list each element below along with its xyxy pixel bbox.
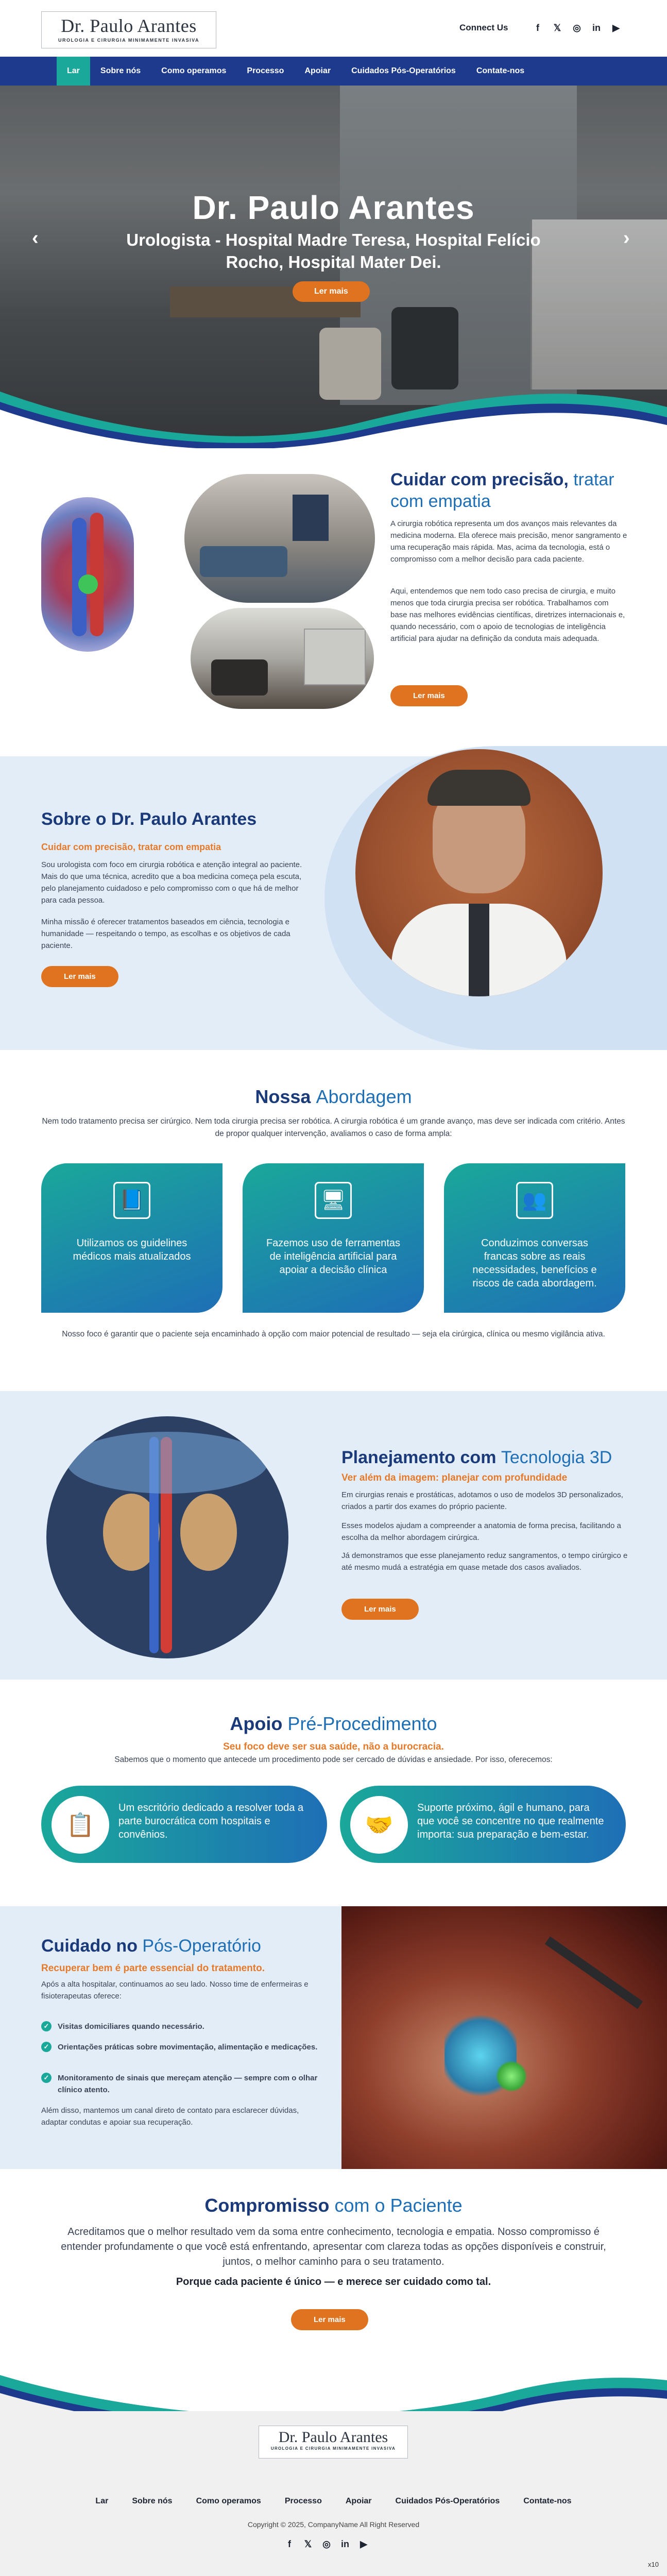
kidney-3d-image	[41, 497, 134, 652]
planning-paragraph-1: Em cirurgias renais e prostáticas, adotamos o uso de modelos 3D personalizados, criados a partir dos exames do próprio paciente.	[341, 1490, 623, 1511]
footer-nav-post-op-care[interactable]: Cuidados Pós-Operatórios	[395, 2497, 500, 2505]
site-logo[interactable]	[41, 11, 216, 48]
approach-note: Nosso foco é garantir que o paciente seja encaminhado à opção com maior potencial de resultado — seja ela cirúrgica, clínica ou mesmo vigilância ativa.	[62, 1330, 605, 1338]
pre-pill-support	[340, 1786, 626, 1863]
check-icon: ✓	[41, 2021, 52, 2031]
footer-nav-support[interactable]: Apoiar	[345, 2497, 372, 2505]
precision-paragraph-1: A cirurgia robótica representa um dos avanços mais relevantes da medicina moderna. Ela oferece mais precisão, menor sangramento e uma recuperação mais rápida. Mas, acima da tecnologia, está o compromisso com a melhor decisão para cada paciente.	[390, 519, 627, 564]
post-check-item: ✓ Visitas domiciliares quando necessário.	[41, 2021, 319, 2032]
precision-read-more-button[interactable]: Ler mais	[390, 685, 468, 706]
facebook-icon[interactable]: f	[536, 22, 539, 33]
pre-pill-bureaucracy	[41, 1786, 327, 1863]
about-read-more-button[interactable]: Ler mais	[41, 966, 118, 987]
post-op-section	[0, 1906, 667, 2169]
hero-title: Dr. Paulo Arantes	[192, 189, 475, 226]
nav-item-about[interactable]: Sobre nós	[100, 66, 141, 75]
footer-logo-name: Dr. Paulo Arantes	[278, 2429, 388, 2446]
planning-subtitle: Ver além da imagem: planejar com profundidade	[341, 1472, 568, 1483]
post-subtitle: Recuperar bem é parte essencial do tratamento.	[41, 1963, 265, 1974]
x-twitter-icon[interactable]: 𝕏	[304, 2538, 312, 2549]
logo-name: Dr. Paulo Arantes	[61, 15, 197, 36]
pre-paragraph: Sabemos que o momento que antecede um procedimento pode ser cercado de dúvidas e ansiedade. Por isso, oferecemos:	[114, 1755, 553, 1764]
check-icon: ✓	[41, 2042, 52, 2052]
precision-title: Cuidar com precisão, tratar com empatia	[390, 470, 614, 511]
social-links	[531, 21, 623, 35]
youtube-icon[interactable]: ▶	[612, 22, 620, 33]
approach-card-ai	[243, 1163, 424, 1313]
footer-social-links	[282, 2537, 371, 2551]
pre-pill-text: Suporte próximo, ágil e humano, para que você se concentre no que realmente importa: sua preparação e bem-estar.	[417, 1802, 604, 1840]
footer-nav-about[interactable]: Sobre nós	[132, 2497, 173, 2505]
computer-ai-icon: 🖥	[315, 1182, 352, 1219]
precision-section	[0, 443, 667, 732]
logo-tagline: UROLOGIA E CIRURGIA MINIMAMENTE INVASIVA	[58, 38, 199, 43]
planning-paragraph-3: Já demonstramos que esse planejamento reduz sangramentos, o tempo cirúrgico e até mesmo mudá a estratégia em quase metade dos casos avaliados.	[341, 1551, 628, 1572]
footer-nav-contact[interactable]: Contate-nos	[523, 2497, 572, 2505]
linkedin-icon[interactable]: in	[341, 2538, 349, 2549]
office-image-2	[191, 608, 374, 709]
facebook-icon[interactable]: f	[288, 2538, 291, 2549]
nav-item-contact[interactable]: Contate-nos	[476, 66, 525, 75]
post-paragraph-1: Após a alta hospitalar, continuamos ao seu lado. Nosso time de enfermeiras e fisioterapeutas oferece:	[41, 1980, 309, 2001]
planning-paragraph-2: Esses modelos ajudam a compreender a anatomia de forma precisa, facilitando a escolha da melhor abordagem cirúrgica.	[341, 1521, 621, 1542]
footer-nav-process[interactable]: Processo	[284, 2497, 322, 2505]
footer-nav	[0, 2497, 667, 2506]
nav-item-process[interactable]: Processo	[247, 66, 284, 75]
planning-3d-section	[0, 1391, 667, 1680]
about-title: Sobre o Dr. Paulo Arantes	[41, 809, 257, 829]
people-chat-icon: 👥	[516, 1182, 553, 1219]
commitment-paragraph: Acreditamos que o melhor resultado vem da soma entre conhecimento, tecnologia e empatia. Nosso compromisso é entender profundamente o que você está enfrentando, apresentar com clareza todas as opções disponíveis e construir, juntos, o melhor caminho para o seu tratamento.	[61, 2226, 606, 2267]
pre-title: Apoio Pré-Procedimento	[230, 1713, 437, 1734]
youtube-icon[interactable]: ▶	[360, 2538, 367, 2549]
footer-logo-tagline: UROLOGIA E CIRURGIA MINIMAMENTE INVASIVA	[270, 2446, 396, 2451]
planning-read-more-button[interactable]: Ler mais	[341, 1599, 419, 1620]
site-footer	[0, 2411, 667, 2576]
handshake-icon: 🤝	[350, 1796, 408, 1854]
post-paragraph-2: Além disso, mantemos um canal direto de contato para esclarecer dúvidas, adaptar condutas e apoiar sua recuperação.	[41, 2106, 299, 2127]
slider-prev-icon[interactable]: ‹	[32, 227, 39, 249]
approach-card-conversations	[444, 1163, 625, 1313]
pre-subtitle: Seu foco deve ser sua saúde, não a burocracia.	[223, 1741, 444, 1752]
footer-nav-home[interactable]: Lar	[95, 2497, 109, 2505]
approach-title: Nossa Abordagem	[255, 1086, 412, 1107]
hero-wave-divider	[0, 361, 667, 448]
commitment-section	[0, 2195, 667, 2349]
about-section	[0, 756, 667, 1050]
footer-logo[interactable]	[259, 2426, 408, 2459]
hero-subtitle: Urologista - Hospital Madre Teresa, Hospital Felício Rocho, Hospital Mater Dei.	[126, 230, 541, 272]
approach-card-text: Fazemos uso de ferramentas de inteligência artificial para apoiar a decisão clínica	[266, 1238, 401, 1276]
planning-title: Planejamento com Tecnologia 3D	[341, 1448, 612, 1467]
post-check-item: ✓ Orientações práticas sobre movimentação, alimentação e medicações.	[41, 2041, 319, 2053]
approach-card-text: Conduzimos conversas francas sobre as reais necessidades, benefícios e riscos de cada abordagem.	[472, 1238, 597, 1289]
approach-section	[0, 1072, 667, 1370]
book-icon: 📘	[113, 1182, 150, 1219]
check-icon: ✓	[41, 2073, 52, 2083]
approach-card-guidelines	[41, 1163, 223, 1313]
copyright-text: Copyright © 2025, CompanyName All Right Reserved	[247, 2520, 420, 2529]
slider-next-icon[interactable]: ›	[623, 227, 630, 249]
pre-procedure-section	[0, 1700, 667, 1886]
approach-card-text: Utilizamos os guidelines médicos mais atualizados	[73, 1238, 191, 1262]
instagram-icon[interactable]: ◎	[322, 2538, 331, 2549]
nav-item-how-we-operate[interactable]: Como operamos	[161, 66, 227, 75]
nav-item-post-op-care[interactable]: Cuidados Pós-Operatórios	[351, 66, 456, 75]
x-twitter-icon[interactable]: 𝕏	[553, 22, 561, 33]
doctor-portrait	[355, 749, 603, 996]
hero-read-more-button[interactable]: Ler mais	[293, 281, 370, 302]
precision-paragraph-2: Aqui, entendemos que nem todo caso precisa de cirurgia, e muito menos que toda cirurgia precisa ser robótica. Trabalhamos com base nas melhores evidências científicas, diretrizes internacionais e, quando necessário, com o apoio de tecnologias de inteligência artificial para ajudar na definição da conduta mais adequada.	[390, 587, 625, 643]
anatomy-3d-model-image	[46, 1416, 288, 1658]
clipboard-icon: 📋	[52, 1796, 109, 1854]
pre-pill-text: Um escritório dedicado a resolver toda a parte burocrática com hospitais e convênios.	[118, 1802, 304, 1840]
commitment-read-more-button[interactable]: Ler mais	[291, 2309, 368, 2330]
connect-label: Connect Us	[459, 23, 508, 32]
approach-intro: Nem todo tratamento precisa ser cirúrgico. Nem toda cirurgia precisa ser robótica. A cirurgia robótica é um grande avanço, mas deve ser indicada com critério. Antes de propor qualquer intervenção, avaliamos o caso de forma ampla:	[42, 1117, 625, 1138]
zoom-indicator: x10	[648, 2561, 659, 2568]
nav-item-support[interactable]: Apoiar	[304, 66, 331, 75]
post-title: Cuidado no Pós-Operatório	[41, 1936, 261, 1956]
about-paragraph-2: Minha missão é oferecer tratamentos baseados em ciência, tecnologia e humanidade — respeitando o tempo, as escolhas e os objetivos de cada paciente.	[41, 918, 290, 950]
linkedin-icon[interactable]: in	[592, 22, 601, 33]
office-image-1	[184, 474, 375, 603]
main-nav	[0, 57, 667, 86]
commitment-title: Compromisso com o Paciente	[204, 2195, 463, 2216]
site-header	[0, 0, 667, 57]
instagram-icon[interactable]: ◎	[573, 22, 581, 33]
about-subtitle: Cuidar com precisão, tratar com empatia	[41, 842, 221, 852]
commitment-highlight: Porque cada paciente é único — e merece ser cuidado como tal.	[176, 2276, 491, 2287]
post-check-item: ✓ Monitoramento de sinais que mereçam atenção — sempre com o olhar clínico atento.	[41, 2072, 319, 2096]
nav-item-home[interactable]: Lar	[57, 57, 90, 86]
surgery-image	[341, 1906, 667, 2169]
about-paragraph-1: Sou urologista com foco em cirurgia robótica e atenção integral ao paciente. Mais do que uma técnica, acredito que a boa medicina começa pela escuta, pelo planejamento cuidadoso e pelo compromisso com o que há de melhor para cada pessoa.	[41, 860, 302, 905]
footer-nav-how-we-operate[interactable]: Como operamos	[196, 2497, 261, 2505]
